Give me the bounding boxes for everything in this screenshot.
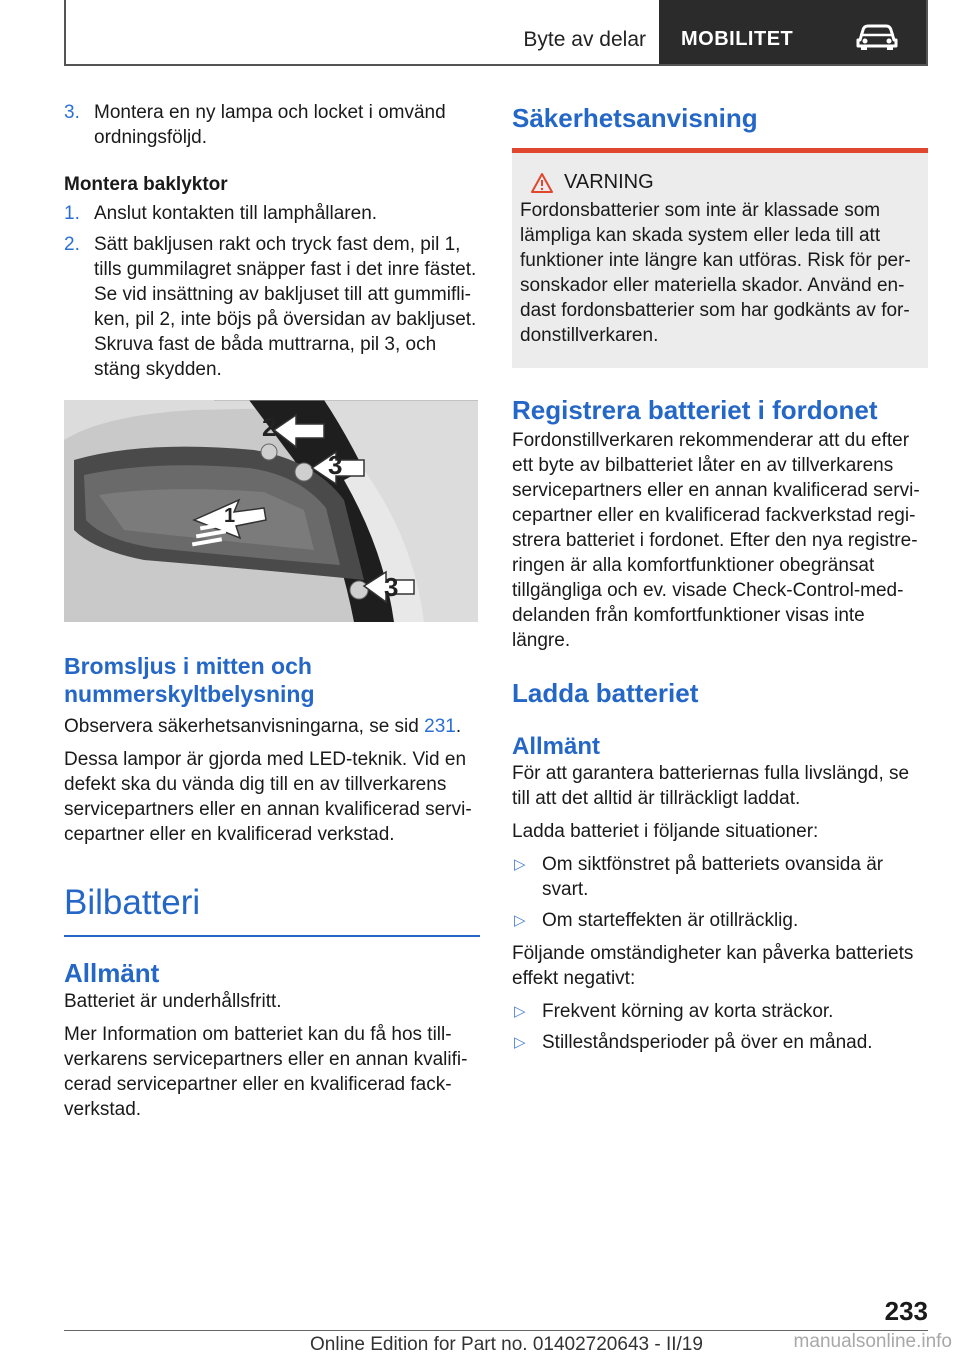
heading-bilbatteri: Bilbatteri (64, 883, 201, 922)
allmant-paragraph-2: Mer Information om batteriet kan du få hos tillverkarens servicepartners eller en annan kvalificerad servicepartner eller en kvalificerad fackverkstad. (64, 1024, 468, 1120)
left-column (64, 100, 480, 1122)
list-item: ▷ Om starteffekten är otillräcklig. (514, 910, 799, 931)
edition-line: Online Edition for Part no. 01402720643 - II/19 (310, 1334, 703, 1355)
list-item: ▷ Stilleståndsperioder på över en månad. (514, 1032, 873, 1053)
warning-text: Fordonsbatterier som inte är klassade som lämpliga kan skada system eller leda till att funktioner inte längre kan utföras. Risk för personskador eller materiella skador. Använd endast fordonsbatterier som har godkänts av fordonstillverkaren. (520, 200, 911, 346)
step-text: Montera en ny lampa och locket i omvänd ordningsföljd. (94, 102, 446, 148)
chapter-label: MOBILITET (681, 28, 794, 50)
page-link[interactable]: 231 (424, 716, 456, 737)
figure-label: 3 (384, 572, 399, 602)
watermark: manualsonline.info (793, 1331, 952, 1352)
brake-paragraph-2: Dessa lampor är gjorda med LED-teknik. Vid en defekt ska du vända dig till en av tillverkarens servicepartners eller en annan kvalificerad servicepartner eller en kvalificerad verkstad. (64, 749, 472, 845)
allmant-paragraph-1: Batteriet är underhållsfritt. (64, 991, 282, 1012)
list-item: ▷ Frekvent körning av korta sträckor. (514, 1001, 834, 1022)
figure-label: 1 (224, 505, 236, 527)
heading-allmant-right: Allmänt (512, 733, 601, 760)
figure-label: 3 (328, 450, 343, 480)
tail-light-figure (64, 400, 478, 622)
subheading-rear-lights: Montera baklyktor (64, 174, 228, 195)
list-item (64, 201, 480, 226)
bullet-triangle-icon: ▷ (514, 1034, 526, 1051)
warning-triangle-icon (530, 172, 554, 194)
bullet-triangle-icon: ▷ (514, 912, 526, 929)
heading-register: Registrera batteriet i fordonet (512, 395, 878, 425)
step-3 (64, 100, 480, 150)
chapter-tab (659, 0, 926, 64)
heading-allmant: Allmänt (64, 958, 160, 988)
warning-title: VARNING (530, 171, 920, 194)
heading-safety: Säkerhetsanvisning (512, 103, 758, 133)
list-item (64, 232, 480, 382)
car-icon (854, 18, 900, 52)
page-number: 233 (884, 1296, 928, 1326)
step-text: Anslut kontakten till lamphållaren. (94, 203, 378, 224)
bullet-triangle-icon: ▷ (514, 1003, 526, 1020)
heading-charge: Ladda batteriet (512, 678, 699, 708)
section-title: Byte av delar (523, 28, 646, 51)
step-number: 1. (64, 203, 80, 224)
charge-paragraph-2: Ladda batteriet i följande situationer: (512, 821, 819, 842)
brake-paragraph-1: Observera säkerhetsanvisningarna, se sid 231. (64, 716, 462, 737)
list-item: ▷ Om siktfönstret på batteriets ovansida är svart. (514, 854, 884, 900)
register-paragraph: Fordonstillverkaren rekommenderar att du efter ett byte av bilbatteriet låter en av tillverkarens servicepartners eller en annan kvalificerad servicepartner eller en kvalificerad fackverkstad registrera batteriet i fordonet. Efter den nya registreringen är alla komfortfunktioner obegränsat tillgängliga och ev. visade Check-Control-meddelanden från komfortfunktioner visas inte längre. (512, 430, 920, 651)
page-header (64, 0, 928, 66)
figure-label: 2 (262, 412, 277, 442)
bullet-triangle-icon: ▷ (514, 856, 526, 873)
heading-brake-light: Bromsljus i mitten och nummerskyltbelysning (64, 653, 315, 707)
step-number: 2. (64, 234, 80, 255)
step-number: 3. (64, 102, 80, 123)
heading-rule (64, 935, 480, 937)
charge-paragraph-3: Följande omständigheter kan påverka batteriets effekt negativt: (512, 943, 914, 989)
step-text: Sätt bakljusen rakt och tryck fast dem, pil 1, tills gummilagret snäpper fast i det inre fästet. Se vid insättning av bakljuset till att gummifliken, pil 2, inte böjs på översidan av bakljuset. Skruva fast de båda muttrarna, pil 3, och stäng skydden. (94, 234, 477, 380)
warning-box (512, 153, 928, 368)
charge-paragraph-1: För att garantera batteriernas fulla livslängd, se till att det alltid är tillräckligt laddat. (512, 763, 910, 809)
right-column (512, 100, 928, 1055)
tail-light-illustration (64, 400, 478, 622)
